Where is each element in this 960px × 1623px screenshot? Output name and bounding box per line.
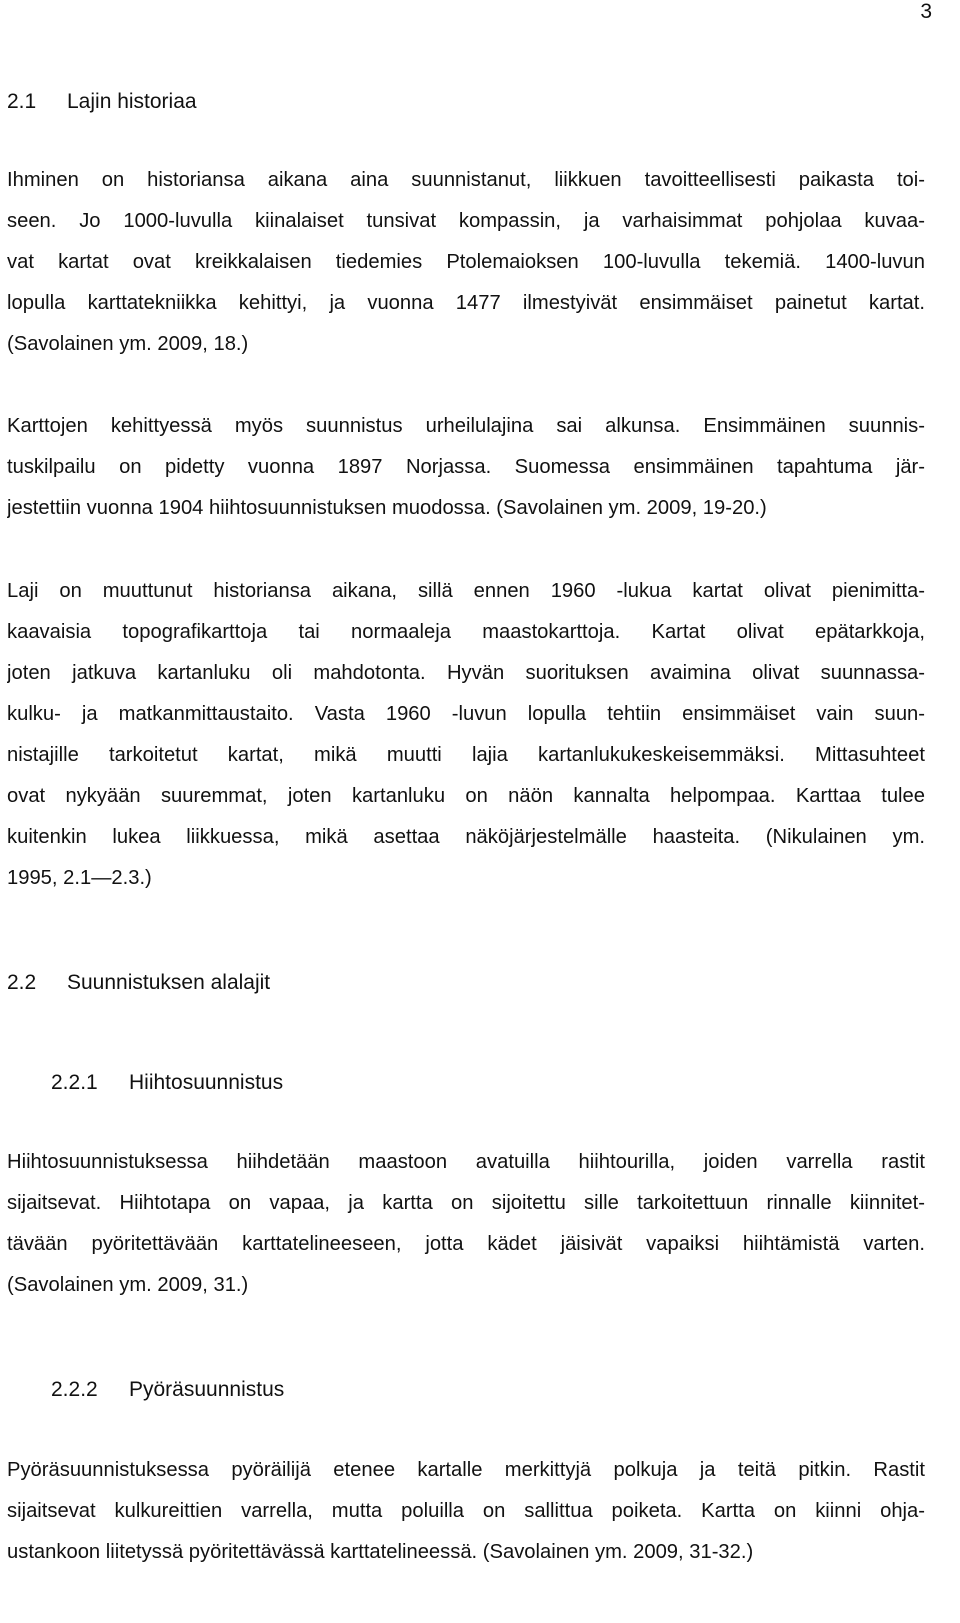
text-line: 1995, 2.1—2.3.) <box>7 867 152 889</box>
text-line: tävään pyöritettävään karttatelineeseen, jotta kädet jäisivät vapaiksi hiihtämistä varten. <box>7 1233 925 1255</box>
text-line: sijaitsevat. Hiihtotapa on vapaa, ja kartta on sijoitettu sille tarkoitettuun rinnalle kiinnitet- <box>7 1192 925 1214</box>
text-line: jestettiin vuonna 1904 hiihtosuunnistuksen muodossa. (Savolainen ym. 2009, 19-20.) <box>7 497 767 519</box>
text-line: (Savolainen ym. 2009, 31.) <box>7 1274 249 1296</box>
text-line: Ihminen on historiansa aikana aina suunnistanut, liikkuen tavoitteellisesti paikasta toi- <box>7 169 925 191</box>
text-line: tuskilpailu on pidetty vuonna 1897 Norjassa. Suomessa ensimmäinen tapahtuma jär- <box>7 456 925 478</box>
section-title: Lajin historiaa <box>67 90 197 113</box>
text-line: ustankoon liitetyssä pyöritettävässä karttatelineessä. (Savolainen ym. 2009, 31-32.) <box>7 1541 754 1563</box>
paragraph <box>7 1450 925 1573</box>
text-line: sijaitsevat kulkureittien varrella, mutta poluilla on sallittua poiketa. Kartta on kiinni ohja- <box>7 1500 925 1522</box>
section-title: Suunnistuksen alalajit <box>67 971 271 994</box>
text-line: Hiihtosuunnistuksessa hiihdetään maastoon avatuilla hiihtourilla, joiden varrella rastit <box>7 1151 925 1173</box>
subsection-heading-2-2-1 <box>51 1071 283 1095</box>
paragraph <box>7 1142 925 1306</box>
text-line: kulku- ja matkanmittaustaito. Vasta 1960 -luvun lopulla tehtiin ensimmäiset vain suun- <box>7 703 925 725</box>
section-title: Pyöräsuunnistus <box>129 1378 285 1401</box>
text-line: lopulla karttatekniikka kehittyi, ja vuonna 1477 ilmestyivät ensimmäiset painetut kartat. <box>7 292 925 314</box>
paragraph <box>7 571 925 899</box>
paragraph <box>7 160 925 365</box>
text-line: nistajille tarkoitetut kartat, mikä muutti lajia kartanlukukeskeisemmäksi. Mittasuhteet <box>7 744 925 766</box>
text-line: kaavaisia topografikarttoja tai normaaleja maastokarttoja. Kartat olivat epätarkkoja, <box>7 621 925 643</box>
section-number: 2.2 <box>7 971 37 994</box>
text-line: Pyöräsuunnistuksessa pyöräilijä etenee kartalle merkittyjä polkuja ja teitä pitkin. Rastit <box>7 1459 925 1481</box>
text-line: Laji on muuttunut historiansa aikana, sillä ennen 1960 -lukua kartat olivat pienimitta- <box>7 580 925 602</box>
page-number: 3 <box>920 0 932 23</box>
section-title: Hiihtosuunnistus <box>129 1071 284 1094</box>
paragraph <box>7 406 925 529</box>
subsection-heading-2-2-2 <box>51 1378 284 1402</box>
text-line: ovat nykyään suuremmat, joten kartanluku on näön kannalta helpompaa. Karttaa tulee <box>7 785 925 807</box>
section-heading-2-2 <box>7 971 270 995</box>
section-number: 2.2.2 <box>51 1378 98 1401</box>
text-line: seen. Jo 1000-luvulla kiinalaiset tunsivat kompassin, ja varhaisimmat pohjolaa kuvaa- <box>7 210 925 232</box>
section-number: 2.2.1 <box>51 1071 98 1094</box>
text-line: kuitenkin lukea liikkuessa, mikä asettaa näköjärjestelmälle haasteita. (Nikulainen ym. <box>7 826 925 848</box>
section-number: 2.1 <box>7 90 37 113</box>
text-line: (Savolainen ym. 2009, 18.) <box>7 333 249 355</box>
section-heading-2-1 <box>7 90 197 114</box>
text-line: Karttojen kehittyessä myös suunnistus urheilulajina sai alkunsa. Ensimmäinen suunnis- <box>7 415 925 437</box>
text-line: vat kartat ovat kreikkalaisen tiedemies Ptolemaioksen 100-luvulla tekemiä. 1400-luvun <box>7 251 925 273</box>
text-line: joten jatkuva kartanluku oli mahdotonta. Hyvän suorituksen avaimina olivat suunnassa- <box>7 662 925 684</box>
